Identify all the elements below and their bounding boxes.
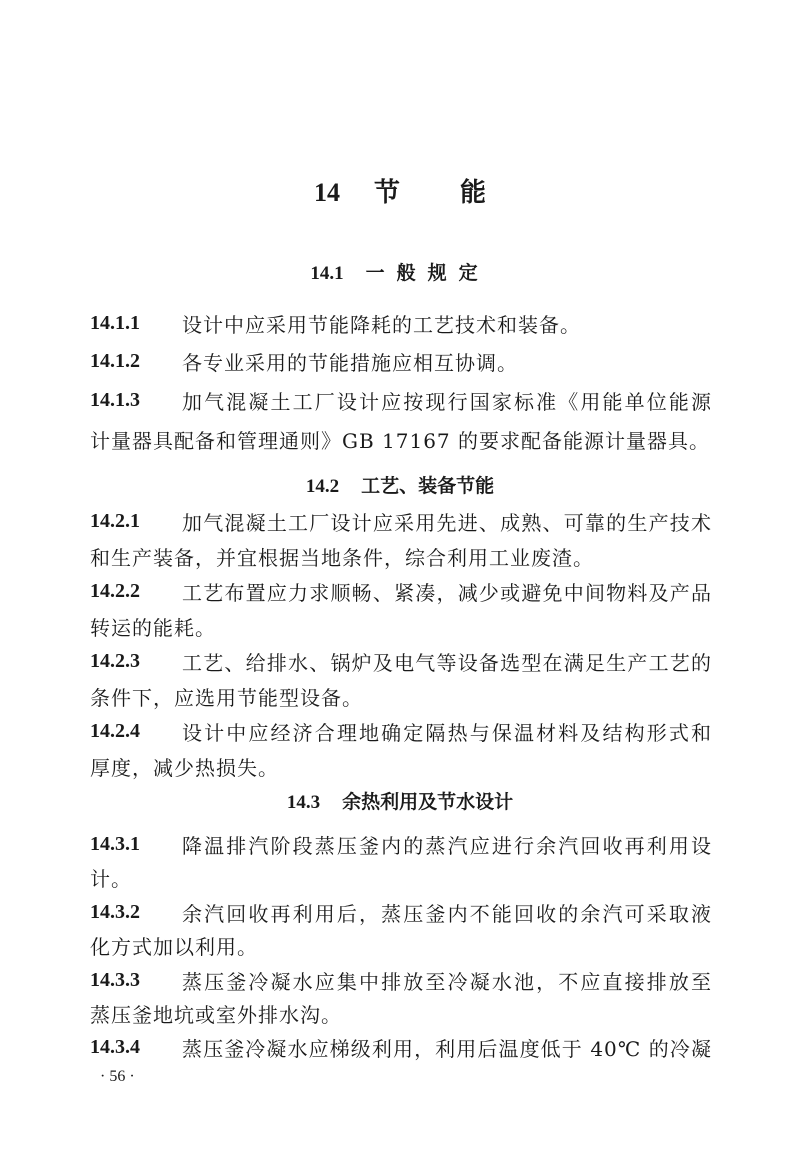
clause-text: 工艺、给排水、锅炉及电气等设备选型在满足生产工艺的 xyxy=(182,650,712,675)
clause-number: 14.1.3 xyxy=(90,388,140,411)
clause-text: 工艺布置应力求顺畅、紧凑，减少或避免中间物料及产品 xyxy=(182,580,712,605)
section-number: 14.1 xyxy=(310,263,344,284)
section-title: 一般规定 xyxy=(365,262,490,284)
clause-number: 14.1.1 xyxy=(90,311,140,334)
clause-number: 14.2.4 xyxy=(90,719,140,742)
clause-number: 14.2.3 xyxy=(90,649,140,672)
clause xyxy=(90,506,712,536)
section-heading xyxy=(0,258,800,285)
clause xyxy=(90,308,712,338)
clause-text: 加气混凝土工厂设计应采用先进、成熟、可靠的生产技术 xyxy=(182,510,712,535)
chapter-title-part: 节 xyxy=(373,178,400,208)
clause xyxy=(90,346,712,376)
clause-number: 14.2.2 xyxy=(90,579,140,602)
section-title: 余热利用及节水设计 xyxy=(342,791,514,813)
clause-text-continued: 计量器具配备和管理通则》GB 17167 的要求配备能源计量器具。 xyxy=(90,428,711,453)
clause-number: 14.3.1 xyxy=(90,832,140,855)
clause-text: 设计中应经济合理地确定隔热与保温材料及结构形式和 xyxy=(182,720,712,745)
clause-number: 14.2.1 xyxy=(90,509,140,532)
clause-text: 蒸压釜冷凝水应集中排放至冷凝水池，不应直接排放至 xyxy=(182,969,712,994)
clause xyxy=(90,897,712,927)
clause-text-continued: 厚度，减少热损失。 xyxy=(90,755,279,780)
clause-text: 各专业采用的节能措施应相互协调。 xyxy=(182,350,518,375)
section-heading xyxy=(0,471,800,498)
clause xyxy=(90,829,712,859)
clause xyxy=(90,716,712,746)
clause xyxy=(90,576,712,606)
clause-text-continued: 化方式加以利用。 xyxy=(90,934,258,959)
clause-text: 蒸压釜冷凝水应梯级利用，利用后温度低于 40℃ 的冷凝 xyxy=(182,1036,712,1061)
section-number: 14.2 xyxy=(305,476,340,497)
clause xyxy=(90,1032,712,1062)
clause-number: 14.3.4 xyxy=(90,1035,140,1058)
clause-text-continued: 计。 xyxy=(90,866,132,891)
clause xyxy=(90,965,712,995)
clause xyxy=(90,385,712,415)
clause-text: 余汽回收再利用后，蒸压釜内不能回收的余汽可采取液 xyxy=(182,901,712,926)
section-heading xyxy=(0,787,800,814)
page-number: · 56 · xyxy=(100,1068,135,1085)
clause-number: 14.1.2 xyxy=(90,349,140,372)
section-number: 14.3 xyxy=(286,792,321,813)
chapter-title-part: 能 xyxy=(460,178,487,208)
chapter-number: 14 xyxy=(313,178,340,207)
clause-text: 降温排汽阶段蒸压釜内的蒸汽应进行余汽回收再利用设 xyxy=(182,833,712,858)
clause-text: 加气混凝土工厂设计应按现行国家标准《用能单位能源 xyxy=(182,389,712,414)
clause-text-continued: 蒸压釜地坑或室外排水沟。 xyxy=(90,1002,342,1027)
clause-text-continued: 条件下，应选用节能型设备。 xyxy=(90,685,363,710)
clause xyxy=(90,646,712,676)
section-title: 工艺、装备节能 xyxy=(361,475,495,497)
clause-number: 14.3.3 xyxy=(90,968,140,991)
chapter-title xyxy=(0,172,800,209)
clause-number: 14.3.2 xyxy=(90,900,140,923)
clause-text: 设计中应采用节能降耗的工艺技术和装备。 xyxy=(182,312,581,337)
clause-text-continued: 转运的能耗。 xyxy=(90,615,216,640)
clause-text-continued: 和生产装备，并宜根据当地条件，综合利用工业废渣。 xyxy=(90,545,594,570)
